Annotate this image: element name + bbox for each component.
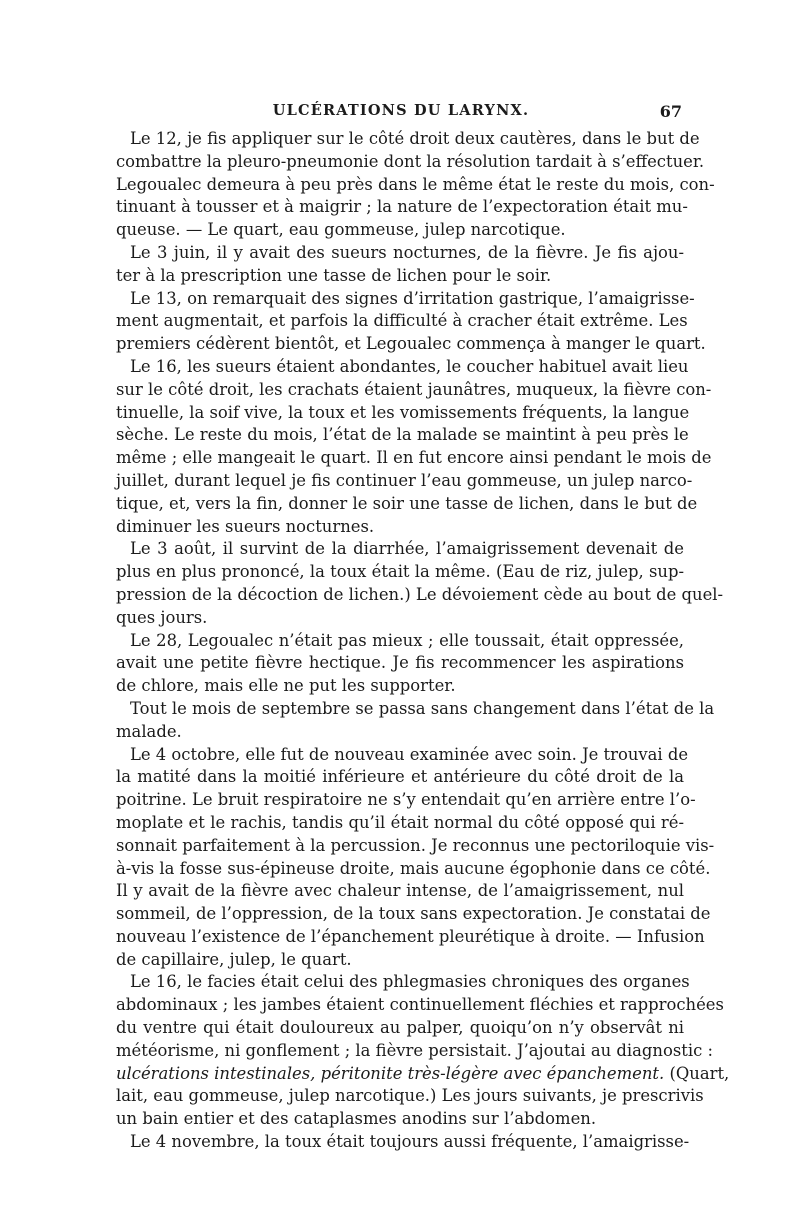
text-line: Legoualec demeura à peu près dans le même état le reste du mois, con- xyxy=(116,174,715,194)
italic-diagnosis: ulcérations intestinales, péritonite très-légère avec épanchement. xyxy=(116,1063,665,1083)
text-line: du ventre qui était douloureux au palper, quoiqu’on n’y observât ni xyxy=(116,1018,684,1038)
text-line: sommeil, de l’oppression, de la toux sans expectoration. Je constatai de xyxy=(116,904,711,924)
text-line: Le 4 novembre, la toux était toujours aussi fréquente, l’amaigrisse- xyxy=(130,1132,690,1152)
text-line: moplate et le rachis, tandis qu’il était normal du côté opposé qui ré- xyxy=(116,812,684,832)
running-head xyxy=(118,102,684,122)
text-line: lait, eau gommeuse, julep narcotique.) Les jours suivants, je prescrivis xyxy=(116,1086,704,1106)
text-line: combattre la pleuro-pneumonie dont la résolution tardait à s’effectuer. xyxy=(116,151,705,171)
text-line: ment augmentait, et parfois la difficulté à cracher était extrême. Les xyxy=(116,311,688,331)
text-line: tique, et, vers la fin, donner le soir une tasse de lichen, dans le but de xyxy=(116,493,698,513)
text-line: tinuelle, la soif vive, la toux et les vomissements fréquents, la langue xyxy=(116,402,690,422)
text-line: Le 3 août, il survint de la diarrhée, l’amaigrissement devenait de xyxy=(130,539,684,559)
text-line-mixed xyxy=(116,1063,730,1086)
text-line: malade. xyxy=(116,721,182,741)
text-line: poitrine. Le bruit respiratoire ne s’y entendait qu’en arrière entre l’o- xyxy=(116,790,696,810)
text-line: la matité dans la moitié inférieure et antérieure du côté droit de la xyxy=(116,767,684,787)
text-line: queuse. — Le quart, eau gommeuse, julep narcotique. xyxy=(116,220,566,240)
text-line: juillet, durant lequel je fis continuer l’eau gommeuse, un julep narco- xyxy=(116,470,693,490)
text-line: Il y avait de la fièvre avec chaleur intense, de l’amaigrissement, nul xyxy=(116,881,684,901)
page-number: 67 xyxy=(659,102,682,121)
text-line: nouveau l’existence de l’épanchement pleurétique à droite. — Infusion xyxy=(116,926,705,946)
text-line: à-vis la fosse sus-épineuse droite, mais aucune égophonie dans ce côté. xyxy=(116,858,711,878)
body-text xyxy=(116,128,730,1154)
text-line: météorisme, ni gonflement ; la fièvre persistait. J’ajoutai au diagnostic : xyxy=(116,1040,713,1060)
text-line: ter à la prescription une tasse de lichen pour le soir. xyxy=(116,265,552,285)
running-title: ULCÉRATIONS DU LARYNX. xyxy=(272,102,530,119)
text-line: pression de la décoction de lichen.) Le dévoiement cède au bout de quel- xyxy=(116,584,724,604)
text-line: un bain entier et des cataplasmes anodins sur l’abdomen. xyxy=(116,1109,597,1129)
text-line: tinuant à tousser et à maigrir ; la nature de l’expectoration était mu- xyxy=(116,197,688,217)
text-line: ques jours. xyxy=(116,607,208,627)
text-line: même ; elle mangeait le quart. Il en fut encore ainsi pendant le mois de xyxy=(116,448,712,468)
text-line: plus en plus prononcé, la toux était la même. (Eau de riz, julep, sup- xyxy=(116,562,684,582)
text-line: Le 12, je fis appliquer sur le côté droit deux cautères, dans le but de xyxy=(130,129,700,148)
text-line: sonnait parfaitement à la percussion. Je reconnus une pectoriloquie vis- xyxy=(116,835,715,855)
text-line: abdominaux ; les jambes étaient continuellement fléchies et rapprochées xyxy=(116,995,724,1015)
text-line: Tout le mois de septembre se passa sans changement dans l’état de la xyxy=(130,698,715,718)
text-line: Le 16, le facies était celui des phlegmasies chroniques des organes xyxy=(130,972,690,992)
text-line: de chlore, mais elle ne put les supporter. xyxy=(116,676,456,696)
text-line: diminuer les sueurs nocturnes. xyxy=(116,516,375,536)
text-line: Le 13, on remarquait des signes d’irritation gastrique, l’amaigrisse- xyxy=(130,288,695,308)
text-line: Le 28, Legoualec n’était pas mieux ; elle toussait, était oppressée, xyxy=(130,630,684,650)
text-line: Le 3 juin, il y avait des sueurs nocturnes, de la fièvre. Je fis ajou- xyxy=(130,242,684,262)
text-line: sèche. Le reste du mois, l’état de la malade se maintint à peu près le xyxy=(116,425,689,445)
text-line: Le 4 octobre, elle fut de nouveau examinée avec soin. Je trouvai de xyxy=(130,744,689,764)
text-line: Le 16, les sueurs étaient abondantes, le coucher habituel avait lieu xyxy=(130,356,689,376)
text-line: de capillaire, julep, le quart. xyxy=(116,949,352,969)
text-line: avait une petite fièvre hectique. Je fis recommencer les aspirations xyxy=(116,653,684,673)
text-line: premiers cédèrent bientôt, et Legoualec commença à manger le quart. xyxy=(116,334,706,354)
text-fragment: (Quart, xyxy=(669,1063,730,1083)
text-line: sur le côté droit, les crachats étaient jaunâtres, muqueux, la fièvre con- xyxy=(116,379,712,399)
